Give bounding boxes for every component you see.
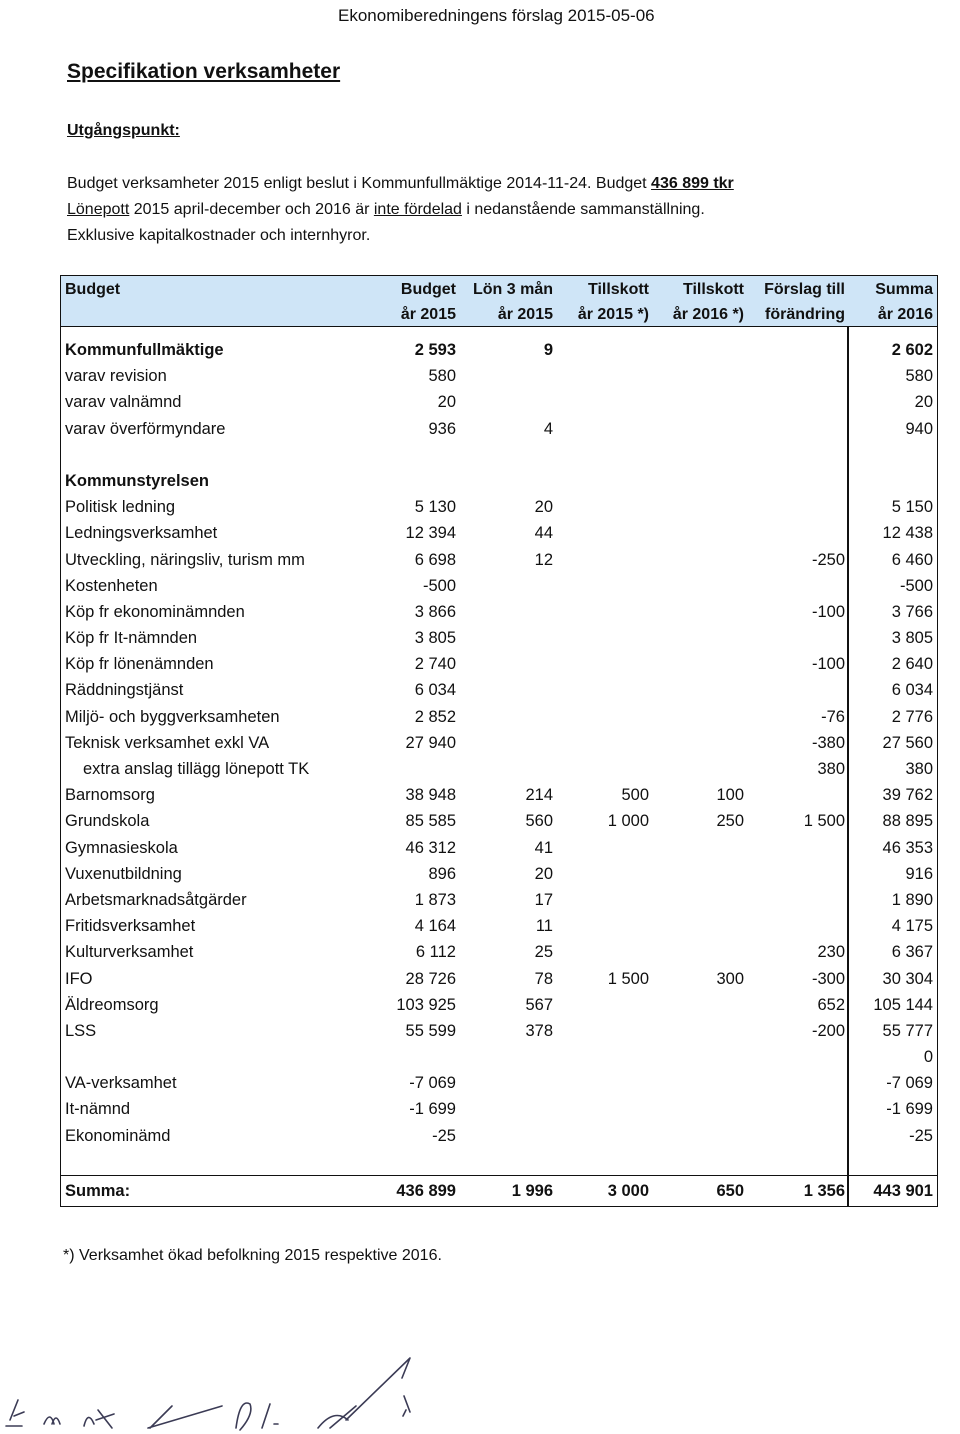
row-cell-c6: 55 777 — [882, 1021, 933, 1040]
row-cell-c1: 103 925 — [396, 995, 456, 1014]
row-label: extra anslag tillägg lönepott TK — [83, 760, 310, 778]
row-label: Äldreomsorg — [65, 995, 159, 1014]
header-c4-l2: år 2016 *) — [672, 306, 744, 323]
row-cell-c3: 1 000 — [607, 812, 649, 831]
row-cell-c1: 2 852 — [414, 707, 456, 726]
row-cell-c2: 567 — [525, 995, 553, 1014]
sum-c2: 1 996 — [511, 1182, 553, 1200]
row-cell-c1: 2 740 — [414, 655, 456, 674]
header-c2-l2: år 2015 — [497, 306, 553, 323]
row-cell-c1: 3 866 — [414, 602, 456, 621]
row-cell-c1: 6 034 — [414, 681, 456, 700]
sum-c1: 436 899 — [396, 1182, 456, 1200]
row-cell-c2: 214 — [525, 786, 553, 805]
kf-section — [61, 337, 937, 442]
header-budget-label: Budget — [65, 281, 121, 298]
footnote: *) Verksamhet ökad befolkning 2015 respektive 2016. — [63, 1247, 442, 1264]
row-cell-c5: -100 — [811, 655, 845, 674]
table-row — [61, 808, 937, 834]
row-cell-c5: -380 — [811, 733, 845, 752]
sum-c4: 650 — [716, 1182, 744, 1200]
row-cell-c1: 6 112 — [415, 943, 456, 962]
row-cell-c6: 2 776 — [891, 707, 933, 726]
row-cell-c1: 20 — [437, 393, 456, 412]
row-cell-c1: 12 394 — [405, 524, 456, 543]
row-label: Kommunfullmäktige — [65, 341, 224, 359]
row-cell-c6: -25 — [909, 1126, 933, 1145]
row-label: Kulturverksamhet — [65, 943, 194, 962]
table-row — [61, 1070, 937, 1096]
row-cell-c4: 300 — [716, 969, 744, 988]
row-cell-c5: 380 — [817, 760, 845, 778]
row-cell-c5: -100 — [811, 602, 845, 621]
row-label: Politisk ledning — [65, 498, 176, 517]
table-row — [61, 756, 937, 782]
row-label: Ledningsverksamhet — [65, 524, 218, 543]
row-cell-c6: 580 — [905, 367, 933, 386]
row-cell-c5: -200 — [811, 1021, 845, 1040]
table-row — [61, 704, 937, 730]
row-label: Räddningstjänst — [65, 681, 184, 700]
header-c5-l1: Förslag till — [764, 281, 845, 298]
row-cell-c1: 85 585 — [405, 812, 456, 831]
header-c1-l1: Budget — [400, 281, 456, 298]
table-row — [61, 782, 937, 808]
row-cell-c1: 46 312 — [405, 838, 456, 857]
row-cell-c2: 11 — [535, 917, 553, 936]
row-label: varav valnämnd — [65, 393, 182, 412]
row-cell-c6: 916 — [905, 864, 933, 883]
row-cell-c6: -500 — [899, 576, 933, 595]
table-row — [61, 573, 937, 599]
row-cell-c1: 27 940 — [405, 733, 456, 752]
sum-c5: 1 356 — [803, 1182, 845, 1200]
row-label: Gymnasieskola — [65, 838, 178, 857]
table-row — [61, 337, 937, 363]
spacer-row — [61, 327, 937, 337]
table-row — [61, 363, 937, 389]
ks-heading-row — [61, 468, 937, 494]
sum-c3: 3 000 — [607, 1182, 649, 1200]
table-row — [61, 966, 937, 992]
row-cell-c1: 38 948 — [405, 786, 456, 805]
table-row — [61, 677, 937, 703]
table-row — [61, 1044, 937, 1070]
intro-text: i nedanstående sammanställning. — [461, 201, 705, 218]
row-label: Teknisk verksamhet exkl VA — [65, 733, 270, 752]
table-row — [61, 1096, 937, 1122]
row-cell-c5: 652 — [817, 995, 845, 1014]
row-cell-c1: -7 069 — [409, 1074, 456, 1093]
row-cell-c6: 39 762 — [882, 786, 933, 805]
table-row — [61, 992, 937, 1018]
ks-section — [61, 494, 937, 1149]
header-c1-l2: år 2015 — [400, 306, 456, 323]
sum-row — [61, 1175, 937, 1206]
row-cell-c6: 27 560 — [882, 733, 933, 752]
row-cell-c6: 12 438 — [882, 524, 933, 543]
signature-icon — [0, 1350, 960, 1434]
row-cell-c2: 78 — [534, 969, 553, 988]
row-cell-c2: 20 — [534, 864, 553, 883]
section-subtitle: Utgångspunkt: — [67, 122, 180, 139]
intro-not-distributed: inte fördelad — [373, 201, 462, 218]
table-row — [61, 389, 937, 415]
row-cell-c2: 25 — [534, 943, 553, 962]
row-cell-c6: 105 144 — [873, 995, 933, 1014]
row-label: Köp fr ekonominämnden — [65, 602, 245, 621]
row-cell-c2: 4 — [543, 419, 553, 438]
row-label: Fritidsverksamhet — [65, 917, 196, 936]
row-cell-c1: 2 593 — [414, 341, 456, 359]
row-cell-c3: 500 — [621, 786, 649, 805]
table-row — [61, 913, 937, 939]
sum-label: Summa: — [65, 1182, 131, 1200]
row-cell-c6: 46 353 — [882, 838, 933, 857]
row-cell-c1: 936 — [428, 419, 456, 438]
row-label: LSS — [65, 1021, 97, 1040]
row-cell-c6: 4 175 — [891, 917, 933, 936]
intro-text: 2015 april-december och 2016 är — [129, 201, 374, 218]
row-label: Utveckling, näringsliv, turism mm — [65, 550, 305, 569]
row-label: It-nämnd — [65, 1100, 131, 1119]
row-cell-c6: 3 766 — [891, 602, 933, 621]
row-cell-c6: -1 699 — [886, 1100, 933, 1119]
header-c6-l1: Summa — [875, 281, 933, 298]
row-cell-c1: -1 699 — [409, 1100, 456, 1119]
spacer-row — [61, 442, 937, 468]
table-row — [61, 861, 937, 887]
row-cell-c2: 17 — [534, 890, 553, 909]
row-cell-c1: -500 — [422, 576, 456, 595]
header-c5-l2: förändring — [765, 306, 845, 323]
table-row — [61, 520, 937, 546]
row-cell-c5: -300 — [811, 969, 845, 988]
row-cell-c6: 2 602 — [891, 341, 933, 359]
row-label: Arbetsmarknadsåtgärder — [65, 890, 247, 909]
header-c3-l2: år 2015 *) — [577, 306, 649, 323]
page-title: Specifikation verksamheter — [67, 60, 341, 83]
table-row — [61, 547, 937, 573]
row-cell-c6: 380 — [905, 760, 933, 778]
row-label: Vuxenutbildning — [65, 864, 182, 883]
row-cell-c2: 20 — [534, 498, 553, 517]
table-row — [61, 651, 937, 677]
row-cell-c1: 4 164 — [414, 917, 456, 936]
row-cell-c1: 896 — [428, 864, 456, 883]
row-label: varav överförmyndare — [65, 419, 226, 438]
table-row — [61, 416, 937, 442]
row-cell-c5: -76 — [821, 707, 845, 726]
row-cell-c3: 1 500 — [607, 969, 649, 988]
row-cell-c5: 1 500 — [803, 812, 845, 831]
row-cell-c6: 3 805 — [891, 629, 933, 648]
row-label: IFO — [65, 969, 93, 988]
row-cell-c6: 0 — [923, 1048, 933, 1067]
row-label: Miljö- och byggverksamheten — [65, 707, 280, 726]
row-label: Kostenheten — [65, 576, 158, 595]
budget-total: 436 899 tkr — [651, 175, 734, 192]
intro-text: Budget verksamheter 2015 enligt beslut i Kommunfullmäktige 2014-11-24. Budget — [67, 175, 652, 192]
row-label: Köp fr lönenämnden — [65, 655, 214, 674]
row-cell-c6: 88 895 — [882, 812, 933, 831]
spacer-row — [61, 1149, 937, 1175]
table-row — [61, 730, 937, 756]
header-date: Ekonomiberedningens förslag 2015-05-06 — [338, 6, 655, 25]
row-cell-c1: 5 130 — [414, 498, 456, 517]
table-row — [61, 1123, 937, 1149]
row-cell-c6: 940 — [905, 419, 933, 438]
row-cell-c1: 1 873 — [414, 890, 456, 909]
sum-c6: 443 901 — [873, 1182, 933, 1200]
intro-line-3: Exklusive kapitalkostnader och internhyror. — [67, 227, 371, 244]
table-row — [61, 1018, 937, 1044]
row-cell-c1: 580 — [428, 367, 456, 386]
row-label: Grundskola — [65, 812, 150, 831]
row-cell-c6: -7 069 — [886, 1074, 933, 1093]
intro-line-1 — [67, 175, 734, 193]
row-cell-c6: 6 460 — [891, 550, 933, 569]
row-cell-c6: 6 034 — [891, 681, 933, 700]
row-cell-c2: 378 — [525, 1021, 553, 1040]
table-row — [61, 625, 937, 651]
intro-lonepott: Lönepott — [67, 201, 130, 218]
row-cell-c6: 1 890 — [891, 890, 933, 909]
row-cell-c6: 20 — [914, 393, 933, 412]
row-cell-c4: 100 — [716, 786, 744, 805]
table-row — [61, 887, 937, 913]
row-cell-c6: 5 150 — [891, 498, 933, 517]
row-cell-c2: 44 — [534, 524, 553, 543]
row-cell-c1: 55 599 — [405, 1021, 456, 1040]
header-c2-l1: Lön 3 mån — [472, 281, 553, 298]
header-c4-l1: Tillskott — [682, 281, 744, 298]
row-cell-c2: 560 — [525, 812, 553, 831]
table-row — [61, 835, 937, 861]
header-c6-l2: år 2016 — [877, 306, 933, 323]
row-cell-c4: 250 — [716, 812, 744, 831]
row-label: varav revision — [65, 367, 167, 386]
row-label: Ekonominämd — [65, 1126, 171, 1145]
row-cell-c5: 230 — [817, 943, 845, 962]
row-label: Köp fr It-nämnden — [65, 629, 198, 648]
table-row — [61, 494, 937, 520]
row-cell-c2: 12 — [534, 550, 553, 569]
header-c3-l1: Tillskott — [587, 281, 649, 298]
intro-line-2 — [67, 201, 705, 219]
row-label: Barnomsorg — [65, 786, 155, 805]
row-cell-c1: -25 — [432, 1126, 456, 1145]
row-cell-c1: 3 805 — [414, 629, 456, 648]
budget-table — [60, 275, 938, 1207]
row-cell-c6: 30 304 — [882, 969, 933, 988]
row-cell-c2: 41 — [534, 838, 553, 857]
row-label: VA-verksamhet — [65, 1074, 177, 1093]
table-header — [61, 276, 937, 327]
table-row — [61, 599, 937, 625]
row-cell-c2: 9 — [543, 341, 553, 359]
ks-heading: Kommunstyrelsen — [65, 471, 209, 490]
row-cell-c5: -250 — [811, 550, 845, 569]
row-cell-c1: 28 726 — [405, 969, 456, 988]
table-row — [61, 939, 937, 965]
row-cell-c6: 2 640 — [891, 655, 933, 674]
row-cell-c6: 6 367 — [891, 943, 933, 962]
row-cell-c1: 6 698 — [414, 550, 456, 569]
